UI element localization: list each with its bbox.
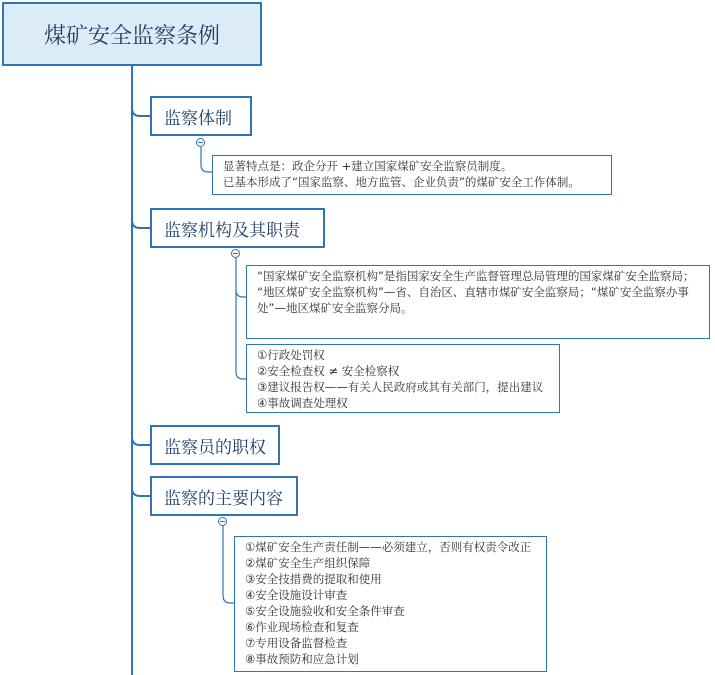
note-line: ②安全检查权 ≠ 安全检察权 [257, 364, 400, 378]
note-line: ④事故调查处理权 [257, 396, 348, 410]
collapse-toggle-icon[interactable] [218, 517, 227, 526]
note-supervision-system[interactable] [212, 155, 612, 195]
note-line: ⑦专用设备监督检查 [245, 636, 348, 650]
branch-supervision-system[interactable] [150, 96, 252, 136]
note-line: ④安全设施设计审查 [245, 588, 348, 602]
note-line: “地区煤矿安全监察机构”—省、自治区、直辖市煤矿安全监察局；“煤矿安全监察办事处”—地区煤矿安全监察分局。 [257, 285, 689, 315]
note-line: ⑧事故预防和应急计划 [245, 652, 359, 666]
note-line: “国家煤矿安全监察机构”是指国家安全生产监督管理总局管理的国家煤矿安全监察局； [257, 269, 695, 283]
branch-institutions-duties[interactable] [150, 208, 325, 248]
note-line: ⑤安全设施验收和安全条件审查 [245, 604, 405, 618]
note-main-contents[interactable] [234, 536, 547, 672]
note-line: ③安全技措费的提取和使用 [245, 572, 382, 586]
collapse-toggle-icon[interactable] [196, 138, 205, 147]
note-institutions-definition[interactable] [246, 265, 710, 339]
branch-main-contents[interactable] [150, 476, 298, 516]
note-line: 已基本形成了“国家监察、地方监管、企业负责”的煤矿安全工作体制。 [223, 175, 580, 189]
branch-inspector-powers[interactable] [150, 425, 280, 465]
root-topic[interactable] [2, 2, 262, 66]
note-line: ②煤矿安全生产组织保障 [245, 556, 371, 570]
branch-label: 监察体制 [164, 108, 232, 129]
branch-label: 监察的主要内容 [164, 488, 283, 509]
root-title: 煤矿安全监察条例 [43, 23, 220, 49]
note-line: ①煤矿安全生产责任制——必须建立，否则有权责令改正 [245, 540, 532, 554]
note-institutions-powers[interactable] [246, 344, 560, 413]
collapse-toggle-icon[interactable] [231, 249, 240, 258]
branch-label: 监察员的职权 [164, 437, 266, 458]
note-line: ③建议报告权——有关人民政府或其有关部门，提出建议 [257, 380, 544, 394]
note-line: ⑥作业现场检查和复查 [245, 620, 359, 634]
note-line: ①行政处罚权 [257, 348, 325, 362]
branch-label: 监察机构及其职责 [164, 220, 300, 241]
note-line: 显著特点是：政企分开 +建立国家煤矿安全监察员制度。 [223, 159, 513, 173]
